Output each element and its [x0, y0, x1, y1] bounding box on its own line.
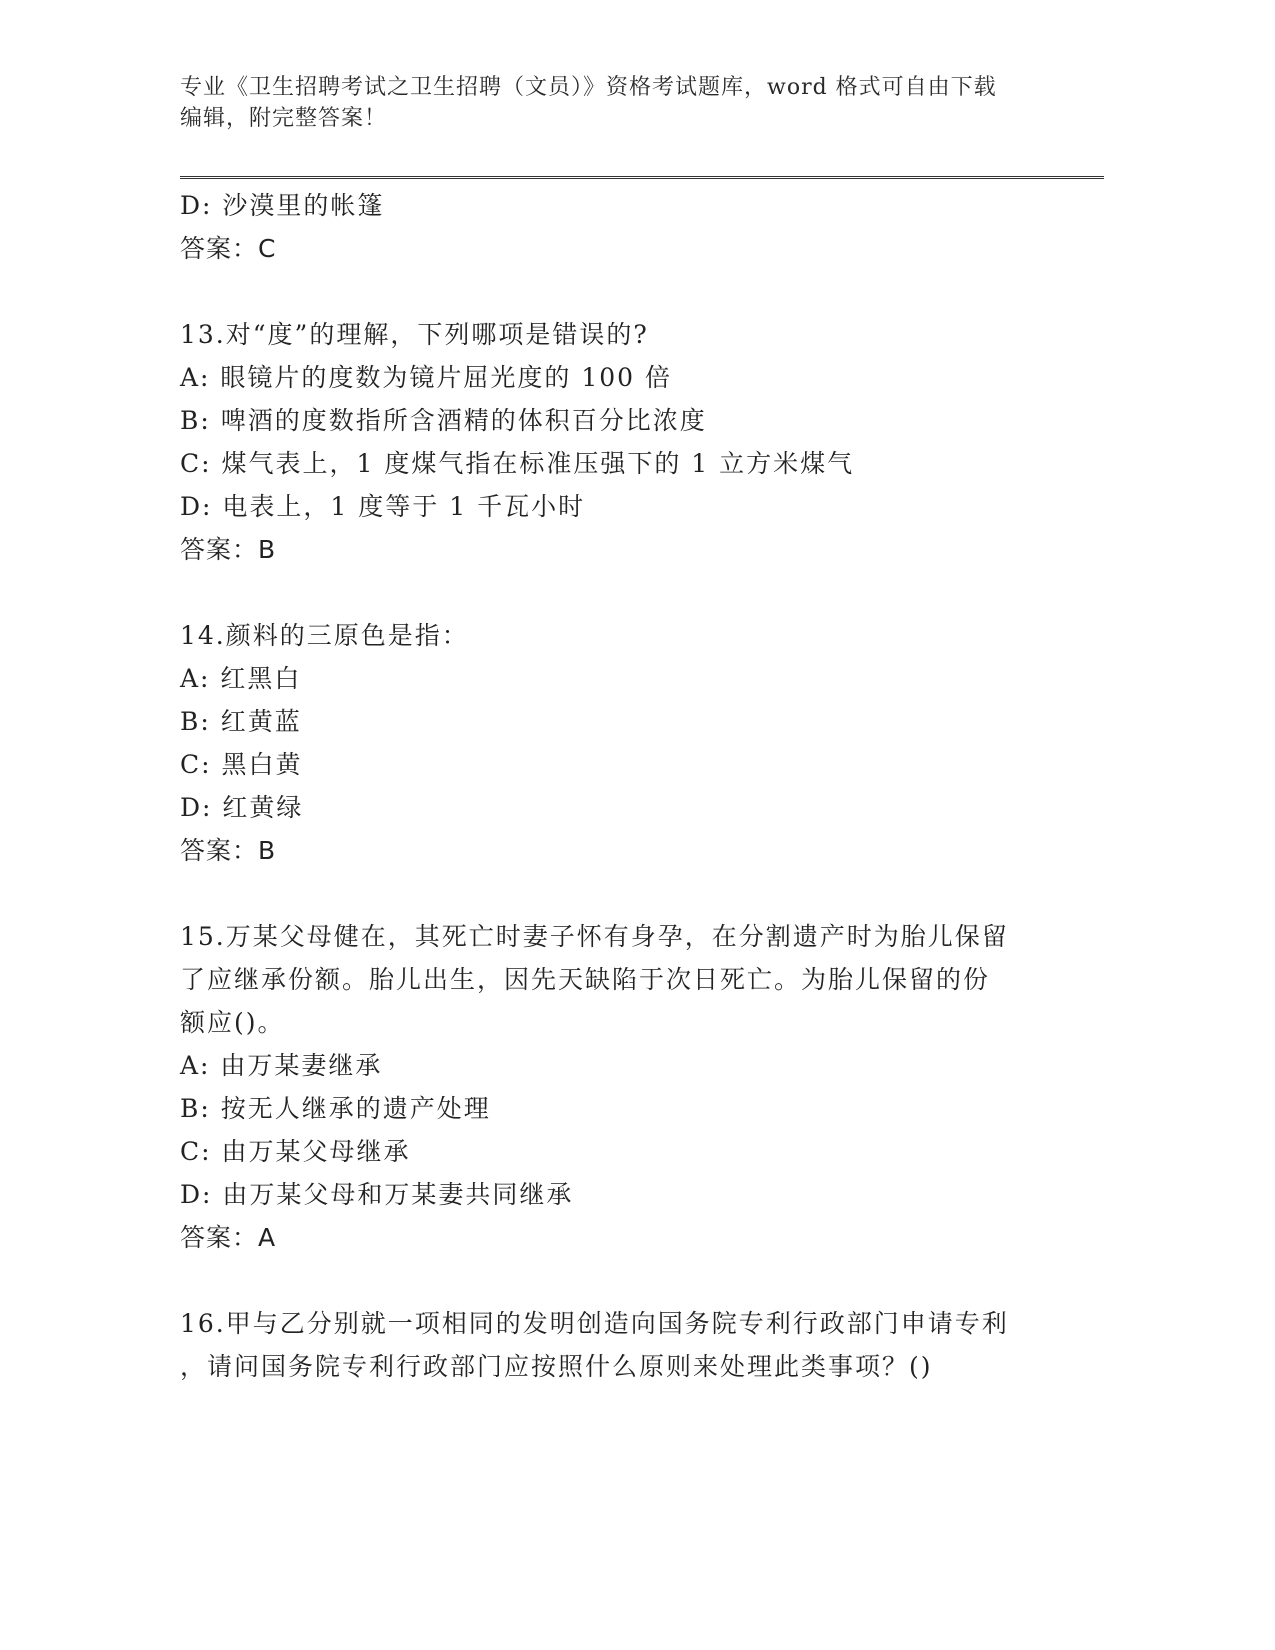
q15-answer: 答案：A [180, 1223, 277, 1252]
q13-option-c: C: 煤气表上，1 度煤气指在标准压强下的 1 立方米煤气 [180, 449, 855, 478]
spacer [180, 1259, 1060, 1302]
q16-stem-line-2: ，请问国务院专利行政部门应按照什么原则来处理此类事项？() [180, 1352, 933, 1381]
q15-stem-line-1: 15.万某父母健在，其死亡时妻子怀有身孕，在分割遗产时为胎儿保留 [180, 922, 1009, 951]
q15-stem-line-2: 了应继承份额。胎儿出生，因先天缺陷于次日死亡。为胎儿保留的份 [180, 965, 991, 994]
q16-stem [180, 1302, 1030, 1388]
header-line-1: 专业《卫生招聘考试之卫生招聘（文员）》资格考试题库，word 格式可自由下载 [180, 75, 997, 100]
q15-option-a: A: 由万某妻继承 [180, 1051, 383, 1080]
page-header [180, 72, 1060, 134]
question-12 [180, 184, 1060, 270]
question-13 [180, 313, 1060, 571]
q12-answer: 答案：C [180, 234, 277, 263]
q14-option-c: C: 黑白黄 [180, 750, 303, 779]
q14-option-b: B: 红黄蓝 [180, 707, 302, 736]
q12-option-d: D: 沙漠里的帐篷 [180, 191, 385, 220]
question-14 [180, 614, 1060, 872]
header-divider [180, 176, 1104, 180]
q15-option-d: D: 由万某父母和万某妻共同继承 [180, 1180, 574, 1209]
q13-option-d: D: 电表上，1 度等于 1 千瓦小时 [180, 492, 586, 521]
question-15 [180, 915, 1060, 1259]
q13-stem: 13.对“度”的理解，下列哪项是错误的? [180, 320, 649, 349]
spacer [180, 571, 1060, 614]
q13-option-a: A: 眼镜片的度数为镜片屈光度的 100 倍 [180, 363, 673, 392]
q13-option-b: B: 啤酒的度数指所含酒精的体积百分比浓度 [180, 406, 707, 435]
header-line-2: 编辑，附完整答案！ [180, 106, 388, 131]
q16-stem-line-1: 16.甲与乙分别就一项相同的发明创造向国务院专利行政部门申请专利 [180, 1309, 1009, 1338]
q15-option-c: C: 由万某父母继承 [180, 1137, 411, 1166]
q15-stem-line-3: 额应()。 [180, 1008, 285, 1037]
question-list [180, 184, 1060, 1388]
q14-option-d: D: 红黄绿 [180, 793, 304, 822]
question-16 [180, 1302, 1060, 1388]
spacer [180, 270, 1060, 313]
q14-stem: 14.颜料的三原色是指： [180, 621, 469, 650]
q15-option-b: B: 按无人继承的遗产处理 [180, 1094, 491, 1123]
q13-answer: 答案：B [180, 535, 277, 564]
q14-answer: 答案：B [180, 836, 277, 865]
q14-option-a: A: 红黑白 [180, 664, 302, 693]
q15-stem [180, 915, 1030, 1044]
spacer [180, 872, 1060, 915]
